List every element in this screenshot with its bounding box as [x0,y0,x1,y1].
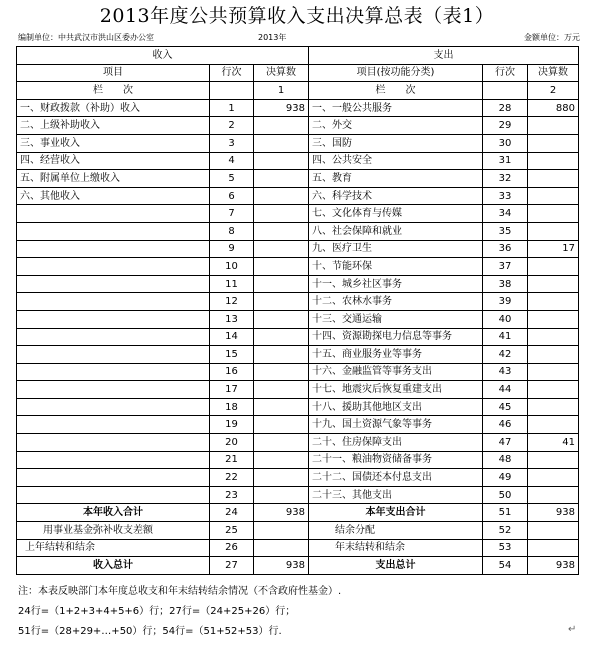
expenditure-item-cell: 二十二、国债还本付息支出 [309,469,483,487]
income-item-cell [17,381,210,399]
income-amount-cell [254,398,309,416]
income-line-cell: 23 [210,486,254,504]
income-line-cell: 18 [210,398,254,416]
income-line-cell: 5 [210,170,254,188]
expenditure-total-line: 52 [483,522,528,540]
expenditure-line-cell: 34 [483,205,528,223]
expenditure-line-cell: 45 [483,398,528,416]
total-row [17,557,579,575]
income-line-cell: 17 [210,381,254,399]
income-item-cell [17,222,210,240]
income-item-cell: 五、附属单位上缴收入 [17,170,210,188]
expenditure-amount-cell [528,451,579,469]
income-amount-cell [254,434,309,452]
income-line-cell: 10 [210,258,254,276]
table-row [17,152,579,170]
income-amount-cell [254,222,309,240]
expenditure-line-cell: 37 [483,258,528,276]
expenditure-amount-cell [528,328,579,346]
income-item-cell [17,363,210,381]
expenditure-amount-header: 决算数 [528,64,579,82]
expenditure-amount-cell [528,134,579,152]
income-line-header: 行次 [210,64,254,82]
expenditure-amount-cell [528,363,579,381]
expenditure-total-label: 本年支出合计 [309,504,483,522]
expenditure-line-cell: 31 [483,152,528,170]
income-amount-cell [254,258,309,276]
income-item-cell [17,434,210,452]
income-line-cell: 8 [210,222,254,240]
expenditure-line-cell: 28 [483,99,528,117]
income-line-cell: 4 [210,152,254,170]
table-row [17,451,579,469]
income-amount-cell [254,416,309,434]
income-amount-cell [254,346,309,364]
income-item-cell: 一、财政拨款（补助）收入 [17,99,210,117]
expenditure-total-label: 支出总计 [309,557,483,575]
income-item-cell [17,328,210,346]
expenditure-line-cell: 36 [483,240,528,258]
income-item-cell: 四、经营收入 [17,152,210,170]
income-amount-cell [254,240,309,258]
table-row [17,275,579,293]
income-line-cell: 6 [210,187,254,205]
expenditure-section-header: 支出 [309,47,579,65]
budget-summary-table [16,46,579,575]
income-total-line: 27 [210,557,254,575]
expenditure-column-label: 栏 次 [309,82,483,100]
income-line-cell: 2 [210,117,254,135]
income-item-cell [17,258,210,276]
income-total-amount [254,522,309,540]
income-line-cell: 21 [210,451,254,469]
income-total-label: 上年结转和结余 [17,539,210,557]
compiling-unit: 编制单位：中共武汉市洪山区委办公室 [18,33,154,42]
income-total-amount [254,539,309,557]
income-amount-cell [254,205,309,223]
table-row [17,222,579,240]
income-amount-cell [254,363,309,381]
expenditure-total-label: 结余分配 [309,522,483,540]
income-amount-header: 决算数 [254,64,309,82]
income-total-amount: 938 [254,557,309,575]
table-row [17,486,579,504]
income-item-cell: 二、上级补助收入 [17,117,210,135]
footnote-line: 51行=（28+29+…+50）行；54行=（51+52+53）行. [18,626,282,637]
expenditure-amount-cell [528,416,579,434]
footnote-line: 24行=（1+2+3+4+5+6）行；27行=（24+25+26）行； [18,606,296,617]
income-line-cell: 11 [210,275,254,293]
income-amount-cell [254,310,309,328]
income-item-cell [17,346,210,364]
income-item-header: 项目 [17,64,210,82]
income-item-cell: 六、其他收入 [17,187,210,205]
table-row [17,416,579,434]
expenditure-item-cell: 十八、援助其他地区支出 [309,398,483,416]
expenditure-item-header: 项目(按功能分类) [309,64,483,82]
income-item-cell [17,275,210,293]
expenditure-line-cell: 40 [483,310,528,328]
column-index-row [17,82,579,100]
income-item-cell [17,205,210,223]
expenditure-amount-cell [528,486,579,504]
report-title: 2013年度公共预算收入支出决算总表（表1） [99,5,495,27]
income-line-cell: 16 [210,363,254,381]
expenditure-item-cell: 七、文化体育与传媒 [309,205,483,223]
expenditure-total-amount [528,539,579,557]
expenditure-item-cell: 三、国防 [309,134,483,152]
expenditure-amount-cell: 880 [528,99,579,117]
income-column-index: 1 [254,82,309,100]
income-item-cell [17,398,210,416]
income-amount-cell [254,170,309,188]
table-row [17,310,579,328]
income-total-label: 本年收入合计 [17,504,210,522]
expenditure-amount-cell [528,222,579,240]
expenditure-line-cell: 41 [483,328,528,346]
table-row [17,117,579,135]
total-row [17,522,579,540]
expenditure-amount-cell: 17 [528,240,579,258]
income-item-cell [17,486,210,504]
expenditure-line-cell: 50 [483,486,528,504]
empty-cell [210,82,254,100]
income-total-line: 25 [210,522,254,540]
table-row [17,187,579,205]
expenditure-line-cell: 46 [483,416,528,434]
income-amount-cell [254,293,309,311]
expenditure-total-line: 54 [483,557,528,575]
income-total-label: 用事业基金弥补收支差额 [17,522,210,540]
expenditure-item-cell: 九、医疗卫生 [309,240,483,258]
total-row [17,504,579,522]
expenditure-item-cell: 六、科学技术 [309,187,483,205]
expenditure-item-cell: 一、一般公共服务 [309,99,483,117]
income-amount-cell [254,381,309,399]
empty-cell [483,82,528,100]
expenditure-column-index: 2 [528,82,579,100]
expenditure-line-cell: 29 [483,117,528,135]
income-amount-cell [254,469,309,487]
expenditure-line-cell: 47 [483,434,528,452]
expenditure-line-cell: 30 [483,134,528,152]
expenditure-total-amount: 938 [528,557,579,575]
income-total-line: 26 [210,539,254,557]
expenditure-item-cell: 十二、农林水事务 [309,293,483,311]
income-item-cell [17,240,210,258]
expenditure-amount-cell: 41 [528,434,579,452]
column-header-row [17,64,579,82]
expenditure-line-cell: 35 [483,222,528,240]
income-line-cell: 14 [210,328,254,346]
expenditure-item-cell: 十、节能环保 [309,258,483,276]
expenditure-amount-cell [528,170,579,188]
expenditure-amount-cell [528,258,579,276]
expenditure-item-cell: 十一、城乡社区事务 [309,275,483,293]
expenditure-line-cell: 32 [483,170,528,188]
expenditure-item-cell: 五、教育 [309,170,483,188]
income-amount-cell [254,134,309,152]
expenditure-amount-cell [528,469,579,487]
income-line-cell: 15 [210,346,254,364]
income-item-cell: 三、事业收入 [17,134,210,152]
income-amount-cell [254,152,309,170]
expenditure-line-cell: 42 [483,346,528,364]
report-year: 2013年 [258,33,287,42]
expenditure-line-cell: 48 [483,451,528,469]
expenditure-item-cell: 十五、商业服务业等事务 [309,346,483,364]
expenditure-line-cell: 33 [483,187,528,205]
footnote-line: 注：本表反映部门本年度总收支和年末结转结余情况（不含政府性基金）. [18,586,342,597]
income-line-cell: 20 [210,434,254,452]
income-column-label: 栏 次 [17,82,210,100]
income-line-cell: 12 [210,293,254,311]
expenditure-item-cell: 十六、金融监管等事务支出 [309,363,483,381]
expenditure-total-amount: 938 [528,504,579,522]
income-line-cell: 3 [210,134,254,152]
expenditure-amount-cell [528,187,579,205]
expenditure-item-cell: 八、社会保障和就业 [309,222,483,240]
income-line-cell: 22 [210,469,254,487]
table-row [17,398,579,416]
income-amount-cell [254,451,309,469]
income-total-amount: 938 [254,504,309,522]
income-amount-cell [254,275,309,293]
expenditure-line-header: 行次 [483,64,528,82]
income-amount-cell [254,187,309,205]
expenditure-item-cell: 二十三、其他支出 [309,486,483,504]
paragraph-mark: ↵ [568,624,577,635]
expenditure-item-cell: 二十一、粮油物资储备事务 [309,451,483,469]
expenditure-item-cell: 二、外交 [309,117,483,135]
expenditure-item-cell: 四、公共安全 [309,152,483,170]
income-amount-cell [254,328,309,346]
table-row [17,346,579,364]
table-row [17,293,579,311]
table-row [17,205,579,223]
table-row [17,381,579,399]
expenditure-total-label: 年末结转和结余 [309,539,483,557]
expenditure-item-cell: 十七、地震灾后恢复重建支出 [309,381,483,399]
expenditure-amount-cell [528,152,579,170]
expenditure-amount-cell [528,310,579,328]
income-line-cell: 1 [210,99,254,117]
table-row [17,240,579,258]
expenditure-amount-cell [528,381,579,399]
income-line-cell: 9 [210,240,254,258]
expenditure-item-cell: 二十、住房保障支出 [309,434,483,452]
table-row [17,363,579,381]
expenditure-amount-cell [528,293,579,311]
expenditure-item-cell: 十四、资源勘探电力信息等事务 [309,328,483,346]
expenditure-total-line: 51 [483,504,528,522]
expenditure-line-cell: 39 [483,293,528,311]
table-row [17,99,579,117]
income-item-cell [17,469,210,487]
expenditure-item-cell: 十九、国土资源气象等事务 [309,416,483,434]
expenditure-item-cell: 十三、交通运输 [309,310,483,328]
income-section-header: 收入 [17,47,309,65]
income-line-cell: 19 [210,416,254,434]
expenditure-amount-cell [528,275,579,293]
income-item-cell [17,293,210,311]
table-row [17,258,579,276]
table-row [17,170,579,188]
income-line-cell: 7 [210,205,254,223]
expenditure-line-cell: 44 [483,381,528,399]
table-row [17,434,579,452]
section-header-row [17,47,579,65]
income-amount-cell: 938 [254,99,309,117]
total-row [17,539,579,557]
income-total-label: 收入总计 [17,557,210,575]
income-total-line: 24 [210,504,254,522]
expenditure-total-amount [528,522,579,540]
table-row [17,328,579,346]
table-row [17,469,579,487]
income-item-cell [17,310,210,328]
expenditure-amount-cell [528,117,579,135]
income-item-cell [17,416,210,434]
income-item-cell [17,451,210,469]
amount-unit: 金额单位：万元 [524,33,580,42]
expenditure-line-cell: 49 [483,469,528,487]
table-row [17,134,579,152]
income-amount-cell [254,117,309,135]
income-line-cell: 13 [210,310,254,328]
expenditure-amount-cell [528,205,579,223]
footnotes [18,582,341,642]
expenditure-line-cell: 38 [483,275,528,293]
expenditure-amount-cell [528,398,579,416]
income-amount-cell [254,486,309,504]
expenditure-line-cell: 43 [483,363,528,381]
expenditure-amount-cell [528,346,579,364]
expenditure-total-line: 53 [483,539,528,557]
